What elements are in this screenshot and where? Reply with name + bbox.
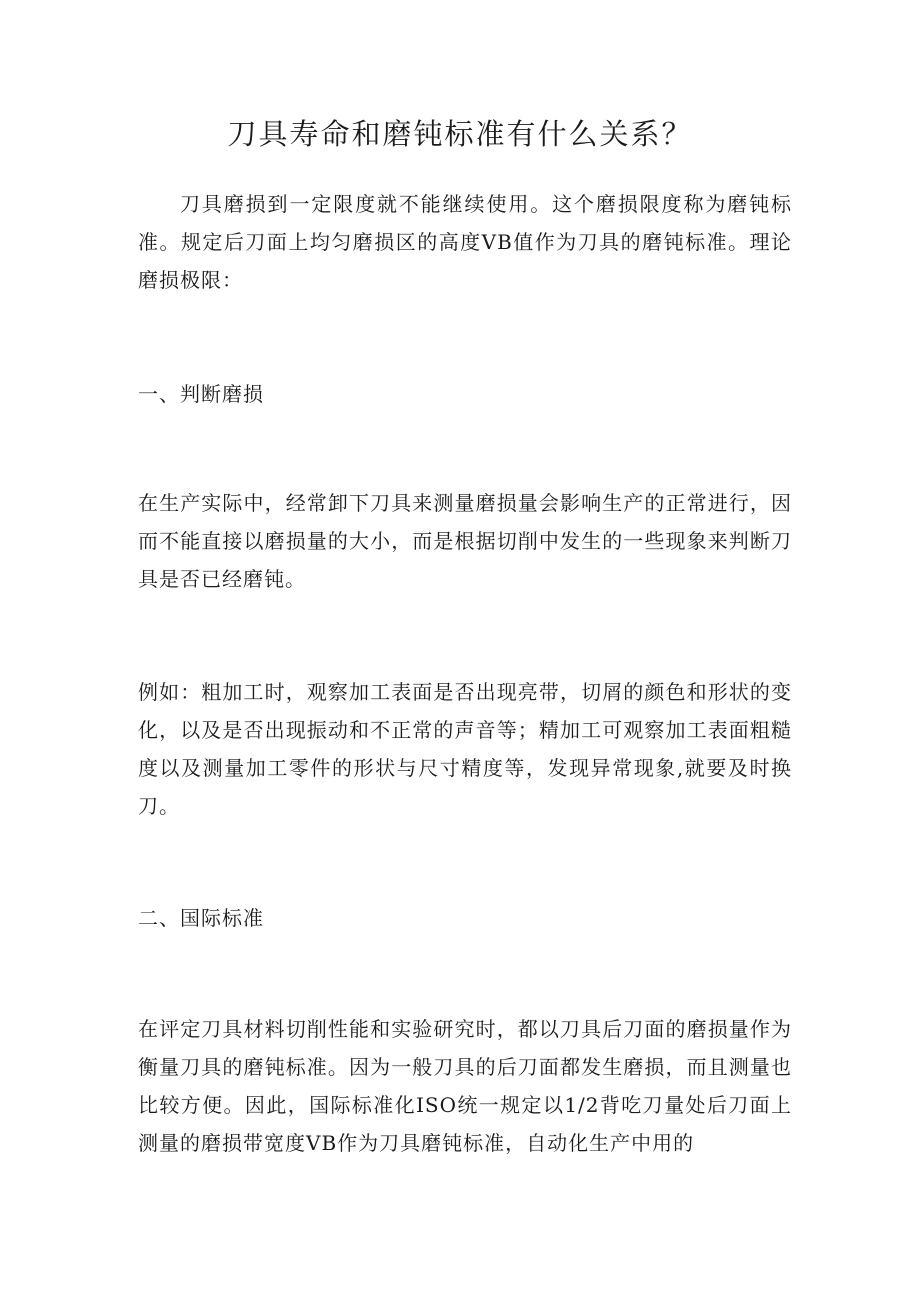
section-heading-international-standard: 二、国际标准 <box>138 906 264 930</box>
section-heading-judging-wear: 一、判断磨损 <box>138 382 264 406</box>
section2-paragraph-1: 在评定刀具材料切削性能和实验研究时，都以刀具后刀面的磨损量作为衡量刀具的磨钝标准。因为一般刀具的后刀面都发生磨损，而且测量也比较方便。因此，国际标准化ISO统一规定以1/2背吃刀量处后刀面上测量的磨损带宽度VB作为刀具磨钝标准，自动化生产中用的 <box>138 1017 792 1155</box>
section1-paragraph-2: 例如：粗加工时，观察加工表面是否出现亮带，切屑的颜色和形状的变化，以及是否出现振动和不正常的声音等；精加工可观察加工表面粗糙度以及测量加工零件的形状与尺寸精度等，发现异常现象,就要及时换刀。 <box>138 680 792 818</box>
section1-paragraph-1: 在生产实际中，经常卸下刀具来测量磨损量会影响生产的正常进行，因而不能直接以磨损量的大小，而是根据切削中发生的一些现象来判断刀具是否已经磨钝。 <box>138 491 792 591</box>
page-title: 刀具寿命和磨钝标准有什么关系？ <box>227 117 693 151</box>
intro-paragraph: 刀具磨损到一定限度就不能继续使用。这个磨损限度称为磨钝标准。规定后刀面上均匀磨损区的高度VB值作为刀具的磨钝标准。理论磨损极限： <box>138 192 792 292</box>
